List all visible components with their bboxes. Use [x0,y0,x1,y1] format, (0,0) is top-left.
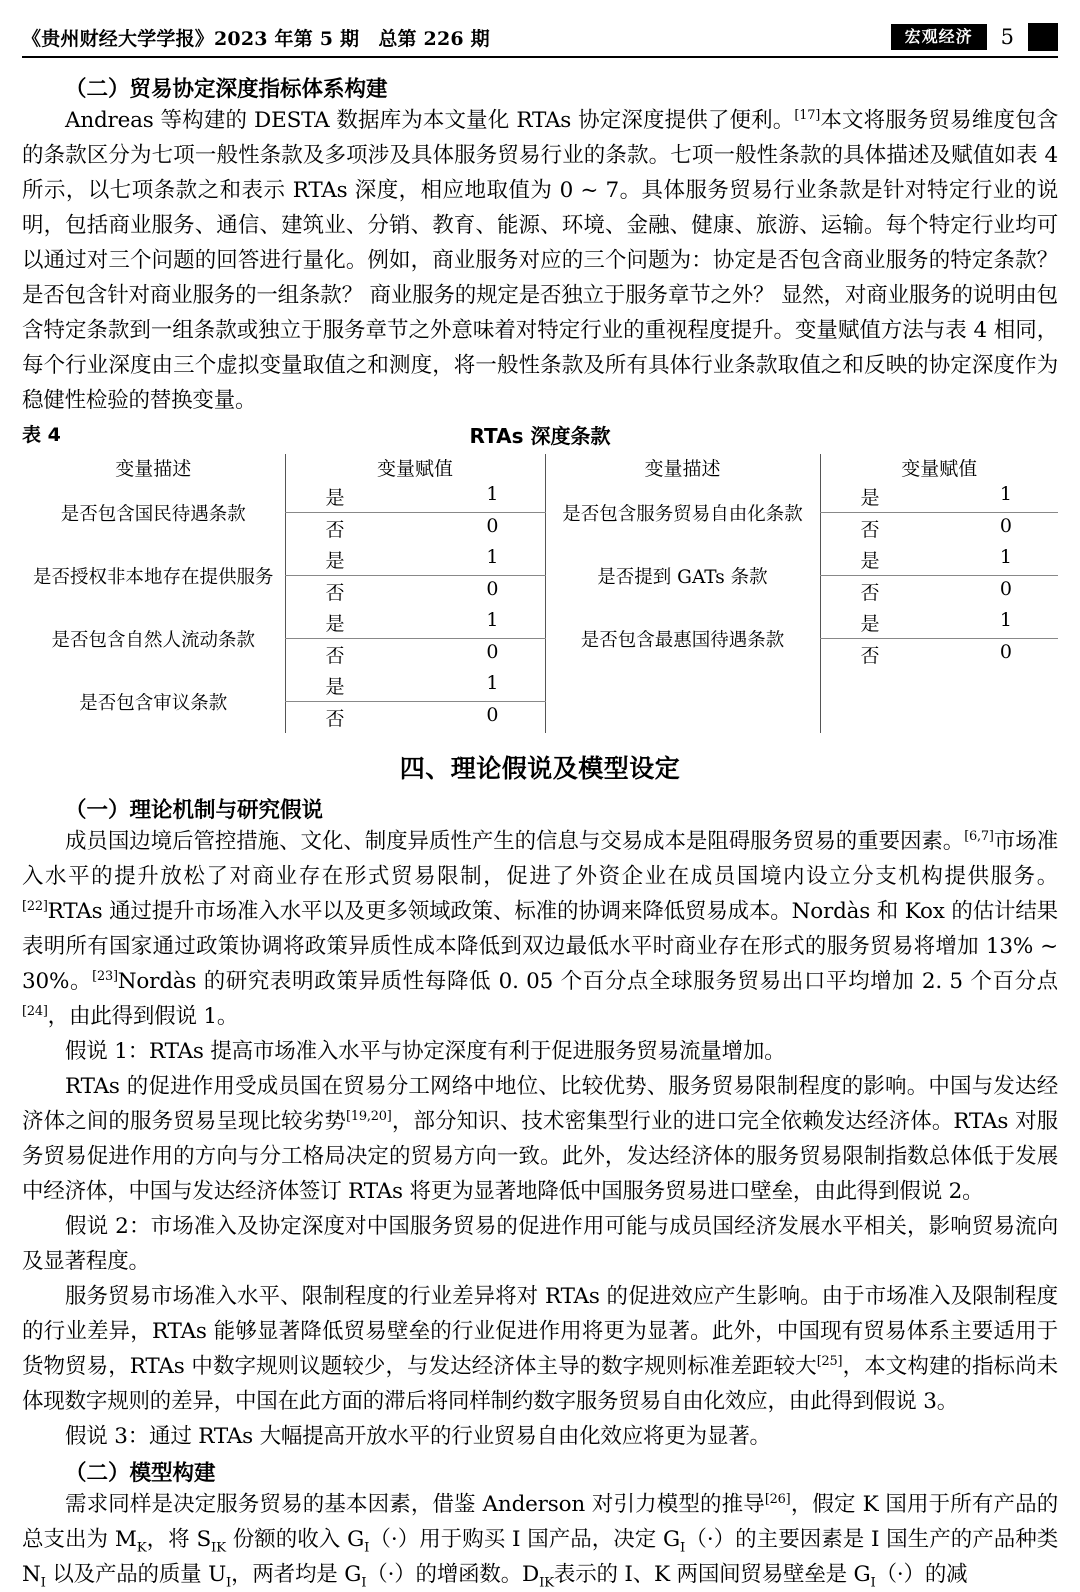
value-option: 是 [860,487,880,509]
header-divider-rule [22,56,1058,58]
value-number: 1 [999,609,1012,631]
para-text-a: 成员国边境后管控措施、文化、制度异质性产生的信息与交易成本是阻碍服务贸易的重要因素。 [65,829,965,854]
value-option: 是 [860,550,880,572]
table-cell-left-description: 是否包含自然人流动条款 [51,629,255,651]
table4-label: 表 4 [22,424,61,446]
value-number: 1 [486,609,499,631]
table-row [22,544,1058,576]
para-text-a: RTAs 的促进作用受成员国在贸易分工网络中地位、比较优势、服务贸易限制程度的影响。中国与发达经济体之间的服务贸易呈现比较劣势 [22,1074,1058,1134]
value-number: 0 [486,704,499,726]
subscript-K: K [136,1540,147,1556]
table-cell-left-description: 是否授权非本地存在提供服务 [32,566,274,588]
paragraph-member-country-costs [22,824,1058,1034]
journal-citation-line: 《贵州财经大学学报》2023 年第 5 期 总第 226 期 [22,27,490,50]
citation-ref-25: [25] [816,1353,843,1369]
document-body [22,70,1058,1592]
table-header-cell: 变量赋值 [285,454,545,481]
value-option: 是 [325,550,345,572]
table-header-row [22,454,1058,481]
table-cell-left-description: 是否包含审议条款 [79,692,228,714]
para-text-e: ，由此得到假说 1。 [47,1004,239,1029]
citation-ref-19-20: [19,20] [345,1108,392,1124]
subheading-trade-depth-index: （二）贸易协定深度指标体系构建 [65,77,388,102]
table-cell-right-description: 是否包含最惠国待遇条款 [545,607,820,670]
value-number: 1 [486,672,499,694]
paragraph-desta-database [22,103,1058,418]
value-option: 否 [325,708,345,730]
value-number: 0 [999,515,1012,537]
value-number: 1 [486,546,499,568]
value-option: 是 [325,487,345,509]
black-square-marker [1028,23,1058,51]
value-number: 0 [999,641,1012,663]
table-cell-right-description: 是否包含服务贸易自由化条款 [545,481,820,544]
para-text-a: Andreas 等构建的 DESTA 数据库为本文量化 RTAs 协定深度提供了便利。 [65,108,795,133]
citation-ref-22: [22] [22,898,48,914]
table-cell-right-value [820,576,1058,608]
major-heading-section-four: 四、理论假说及模型设定 [399,754,681,783]
table-cell-left-value [285,576,545,608]
table-cell-left-value [285,513,545,545]
table-cell-left-value [285,544,545,576]
para-text-b6: 以及产品的质量 U [45,1562,226,1587]
subheading-theoretical-mechanism: （一）理论机制与研究假说 [65,798,324,823]
table-cell-left-value [285,639,545,671]
value-option: 否 [325,519,345,541]
value-option: 是 [325,676,345,698]
table-cell-left-value [285,670,545,702]
table4-caption [22,420,1058,450]
table-cell-left-value [285,481,545,513]
subscript-IK: IK [539,1575,554,1591]
para-text-b3: 份额的收入 G [225,1527,365,1552]
table-cell-left-value [285,607,545,639]
table-cell-left-description: 是否包含国民待遇条款 [60,503,246,525]
para-text-b: 市场准入水平的提升放松了对商业存在形式贸易限制，促进了外资企业在成员国境内设立分支机构提供服务。 [22,829,1058,889]
table-header-cell: 变量描述 [115,458,192,480]
para-text-a: 服务贸易市场准入水平、限制程度的行业差异将对 RTAs 的促进效应产生影响。由于市场准入及限制程度的行业差异，RTAs 能够显著降低贸易壁垒的行业促进作用将更为显著。此外，中国现有贸易体系主要适用于货物贸易，RTAs 中数字规则议题较少，与发达经济体主导的数字规则标准差距较大 [22,1284,1058,1379]
value-number: 0 [486,515,499,537]
table-cell-right-description-empty [545,670,820,733]
subscript-I: I [680,1540,686,1556]
subheading-model-construction: （二）模型构建 [65,1461,216,1486]
value-number: 0 [486,641,499,663]
para-text-d: Nordàs 的研究表明政策异质性每降低 0. 05 个百分点全球服务贸易出口平均增加 2. 5 个百分点 [117,969,1058,994]
value-number: 1 [486,483,499,505]
para-text-b: ，本文构建的指标尚未体现数字规则的差异，中国在此方面的滞后将同样制约数字服务贸易自由化效应，由此得到假说 3。 [22,1354,1058,1414]
value-number: 0 [486,578,499,600]
table-cell-right-value-empty [820,670,1058,733]
hypothesis-1: 假说 1：RTAs 提高市场准入水平与协定深度有利于促进服务贸易流量增加。 [65,1039,786,1064]
para-text-b4: （·）用于购买 I 国产品，决定 G [369,1527,681,1552]
table-cell-right-value [820,513,1058,545]
table-cell-right-value [820,639,1058,671]
table4-rtas-depth-clauses [22,454,1058,733]
para-text-b1: ，假定 K 国用于所有产品的总支出为 M [22,1492,1059,1552]
paragraph-industry-differences [22,1279,1058,1419]
value-option: 否 [325,645,345,667]
para-text-b9: 表示的 I、K 两国间贸易壁垒是 G [553,1562,871,1587]
table4-title: RTAs 深度条款 [469,424,611,448]
subscript-I: I [226,1575,232,1591]
value-option: 否 [860,582,880,604]
paragraph-rtas-promotion-effect [22,1069,1058,1209]
table-row [22,481,1058,513]
hypothesis-2: 假说 2：市场准入及协定深度对中国服务贸易的促进作用可能与成员国经济发展水平相关，影响贸易流向及显著程度。 [22,1214,1058,1274]
value-option: 否 [860,645,880,667]
para-text-a: 需求同样是决定服务贸易的基本因素，借鉴 Anderson 对引力模型的推导 [65,1492,765,1517]
value-number: 1 [999,483,1012,505]
para-text-b: 本文将服务贸易维度包含的条款区分为七项一般性条款及多项涉及具体服务贸易行业的条款。七项一般性条款的具体描述及赋值如表 4 所示，以七项条款之和表示 RTAs 深度，相应地取值为 0 ~ 7。具体服务贸易行业条款是针对特定行业的说明，包括商业服务、通信、建筑业、分销、教育、能源、环境、金融、健康、旅游、运输。每个特定行业均可以通过对三个问题的回答进行量化。例如，商业服务对应的三个问题为：协定是否包含商业服务的特定条款？ 是否包含针对商业服务的一组条款？ 商业服务的规定是否独立于服务章节之外？ 显然，对商业服务的说明由包含特定条款到一组条款或独立于服务章节之外意味着对特定行业的重视程度提升。变量赋值方法与表 4 相同，每个行业深度由三个虚拟变量取值之和测度，将一般性条款及所有具体行业条款取值之和反映的协定深度作为稳健性检验的替换变量。 [22,108,1059,413]
header-right-group [891,23,1058,51]
para-text-b10: （·）的减 [875,1562,968,1587]
table-header-cell: 变量描述 [545,454,820,481]
table-row [22,607,1058,639]
citation-ref-24: [24] [22,1003,48,1019]
para-text-b5: （·）的主要因素是 I 国生产的产品种类 N [22,1527,1059,1587]
value-option: 是 [860,613,880,635]
table-cell-right-value [820,607,1058,639]
subscript-I: I [361,1575,367,1591]
table-cell-left-value [285,702,545,734]
subscript-I: I [364,1540,370,1556]
para-text-b8: （·）的增函数。D [366,1562,540,1587]
para-text-b2: ，将 S [146,1527,212,1552]
para-text-c: RTAs 通过提升市场准入水平以及更多领域政策、标准的协调来降低贸易成本。Nordàs 和 Kox 的估计结果表明所有国家通过政策协调将政策异质性成本降低到双边最低水平时商业存在形式的服务贸易将增加 13% ~ 30%。 [22,899,1058,994]
table-cell-right-description: 是否提到 GATs 条款 [545,544,820,607]
section-badge: 宏观经济 [891,24,987,51]
value-number: 1 [999,546,1012,568]
citation-ref-6-7: [6,7] [964,828,994,844]
hypothesis-3: 假说 3：通过 RTAs 大幅提高开放水平的行业贸易自由化效应将更为显著。 [65,1424,771,1449]
para-text-b: ，部分知识、技术密集型行业的进口完全依赖发达经济体。RTAs 对服务贸易促进作用的方向与分工格局决定的贸易方向一致。此外，发达经济体的服务贸易限制指数总体低于发展中经济体，中国与发达经济体签订 RTAs 将更为显著地降低中国服务贸易进口壁垒，由此得到假说 2。 [22,1109,1058,1204]
subscript-IK: IK [211,1540,226,1556]
value-option: 是 [325,613,345,635]
value-option: 否 [860,519,880,541]
table-cell-right-value [820,481,1058,513]
page-number: 5 [1000,25,1014,49]
subscript-I: I [40,1575,46,1591]
citation-ref-26: [26] [764,1491,791,1507]
table-cell-right-value [820,544,1058,576]
citation-ref-17: [17] [794,107,821,123]
value-option: 否 [325,582,345,604]
table-row [22,670,1058,702]
citation-ref-23: [23] [92,968,118,984]
para-text-b7: ，两者均是 G [231,1562,362,1587]
subscript-I: I [870,1575,876,1591]
table-header-cell: 变量赋值 [820,454,1058,481]
value-number: 0 [999,578,1012,600]
running-header [22,18,1058,56]
